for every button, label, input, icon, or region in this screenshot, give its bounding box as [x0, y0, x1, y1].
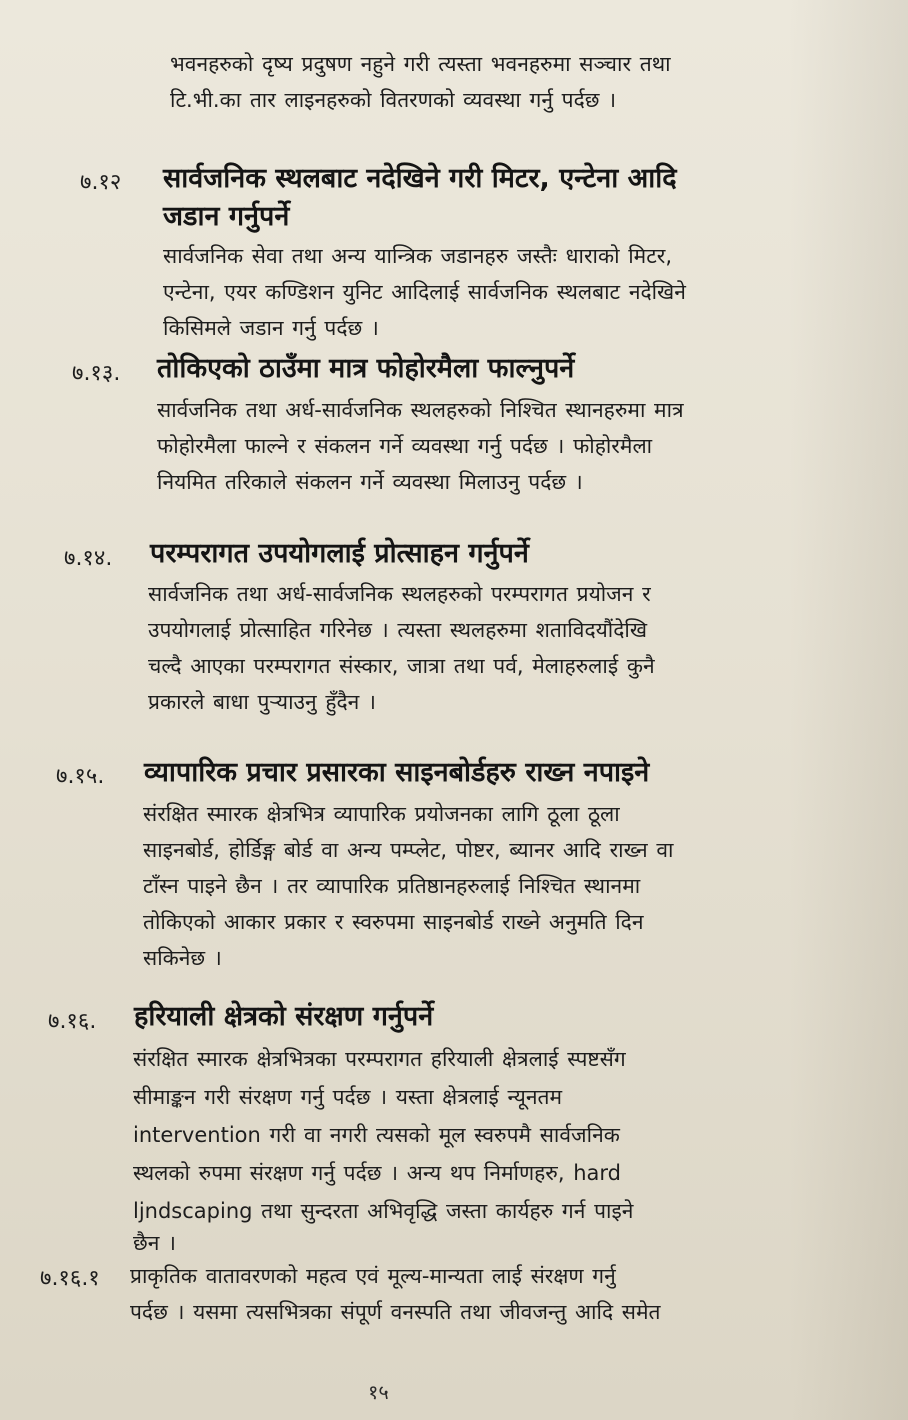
- body-line: सार्वजनिक तथा अर्ध-सार्वजनिक स्थलहरुको परम्परागत प्रयोजन र: [148, 582, 651, 606]
- intro-line: टि.भी.का तार लाइनहरुको वितरणको व्यवस्था गर्नु पर्दछ ।: [170, 88, 617, 112]
- body-line: एन्टेना, एयर कण्डिशन युनिट आदिलाई सार्वजनिक स्थलबाट नदेखिने: [163, 280, 686, 304]
- body-line: प्राकृतिक वातावरणको महत्व एवं मूल्य-मान्यता लाई संरक्षण गर्नु: [130, 1264, 616, 1288]
- subsection-number: ७.१६.१: [40, 1266, 100, 1291]
- body-line: तोकिएको आकार प्रकार र स्वरुपमा साइनबोर्ड राख्ने अनुमति दिन: [143, 910, 644, 934]
- heading-line: तोकिएको ठाउँमा मात्र फोहोरमैला फाल्नुपर्ने: [157, 353, 575, 384]
- heading-line: सार्वजनिक स्थलबाट नदेखिने गरी मिटर, एन्टेना आदि: [163, 163, 677, 194]
- heading-line: व्यापारिक प्रचार प्रसारका साइनबोर्डहरु राख्न नपाइने: [144, 757, 650, 788]
- body-line: संरक्षित स्मारक क्षेत्रभित्रका परम्परागत हरियाली क्षेत्रलाई स्पष्टसँग: [133, 1047, 626, 1071]
- body-line: नियमित तरिकाले संकलन गर्ने व्यवस्था मिलाउनु पर्दछ ।: [157, 470, 583, 494]
- body-line: संरक्षित स्मारक क्षेत्रभित्र व्यापारिक प्रयोजनका लागि ठूला ठूला: [143, 802, 620, 826]
- subsection-body: [130, 1258, 800, 1330]
- body-line: साइनबोर्ड, होर्डिङ्ग बोर्ड वा अन्य पम्प्लेट, पोष्टर, ब्यानर आदि राख्न वा: [143, 838, 674, 862]
- body-line: उपयोगलाई प्रोत्साहित गरिनेछ । त्यस्ता स्थलहरुमा शताविदयौंदेखि: [148, 618, 647, 642]
- section-heading: [157, 350, 847, 388]
- section-heading: [144, 754, 864, 792]
- body-line: पर्दछ । यसमा त्यसभित्रका संपूर्ण वनस्पति तथा जीवजन्तु आदि समेत: [130, 1300, 661, 1324]
- body-line: किसिमले जडान गर्नु पर्दछ ।: [163, 316, 379, 340]
- intro-paragraph: [170, 46, 838, 118]
- section-heading: [163, 160, 853, 236]
- body-line: छैन ।: [133, 1231, 177, 1255]
- heading-line: परम्परागत उपयोगलाई प्रोत्साहन गर्नुपर्ने: [150, 538, 529, 569]
- body-line: सीमाङ्कन गरी संरक्षण गर्नु पर्दछ । यस्ता क्षेत्रलाई न्यूनतम: [133, 1085, 563, 1109]
- body-line: सार्वजनिक तथा अर्ध-सार्वजनिक स्थलहरुको निश्चित स्थानहरुमा मात्र: [157, 398, 684, 422]
- body-line: प्रकारले बाधा पुऱ्याउनु हुँदैन ।: [148, 690, 376, 714]
- intro-line: भवनहरुको दृष्य प्रदुषण नहुने गरी त्यस्ता भवनहरुमा सञ्चार तथा: [170, 52, 671, 76]
- body-line: चल्दै आएका परम्परागत संस्कार, जात्रा तथा पर्व, मेलाहरुलाई कुनै: [148, 654, 655, 678]
- section-body: [163, 238, 833, 346]
- heading-line: जडान गर्नुपर्ने: [163, 201, 290, 232]
- heading-line: हरियाली क्षेत्रको संरक्षण गर्नुपर्ने: [134, 1001, 434, 1032]
- section-body: [157, 392, 827, 500]
- section-number: ७.१३.: [72, 361, 121, 386]
- page-number: १५: [368, 1380, 389, 1404]
- body-line: स्थलको रुपमा संरक्षण गर्नु पर्दछ । अन्य थप निर्माणहरु, hard: [133, 1161, 621, 1185]
- body-line: intervention गरी वा नगरी त्यसको मूल स्वरुपमै सार्वजनिक: [133, 1123, 620, 1147]
- section-number: ७.१२: [80, 170, 122, 195]
- section-heading: [150, 535, 850, 573]
- body-line: सार्वजनिक सेवा तथा अन्य यान्त्रिक जडानहरु जस्तैः धाराको मिटर,: [163, 244, 673, 268]
- section-body: [143, 796, 813, 976]
- body-line: फोहोरमैला फाल्ने र संकलन गर्ने व्यवस्था गर्नु पर्दछ । फोहोरमैला: [157, 434, 653, 458]
- section-number: ७.१४.: [64, 546, 113, 571]
- section-heading: [134, 998, 834, 1036]
- body-line: ljndscaping तथा सुन्दरता अभिवृद्धि जस्ता कार्यहरु गर्न पाइने: [133, 1199, 634, 1223]
- body-line: टाँस्न पाइने छैन । तर व्यापारिक प्रतिष्ठानहरुलाई निश्चित स्थानमा: [143, 874, 641, 898]
- section-number: ७.१५.: [56, 764, 105, 789]
- section-body: [133, 1040, 793, 1256]
- section-body: [148, 576, 818, 720]
- body-line: सकिनेछ ।: [143, 946, 222, 970]
- section-number: ७.१६.: [48, 1009, 97, 1034]
